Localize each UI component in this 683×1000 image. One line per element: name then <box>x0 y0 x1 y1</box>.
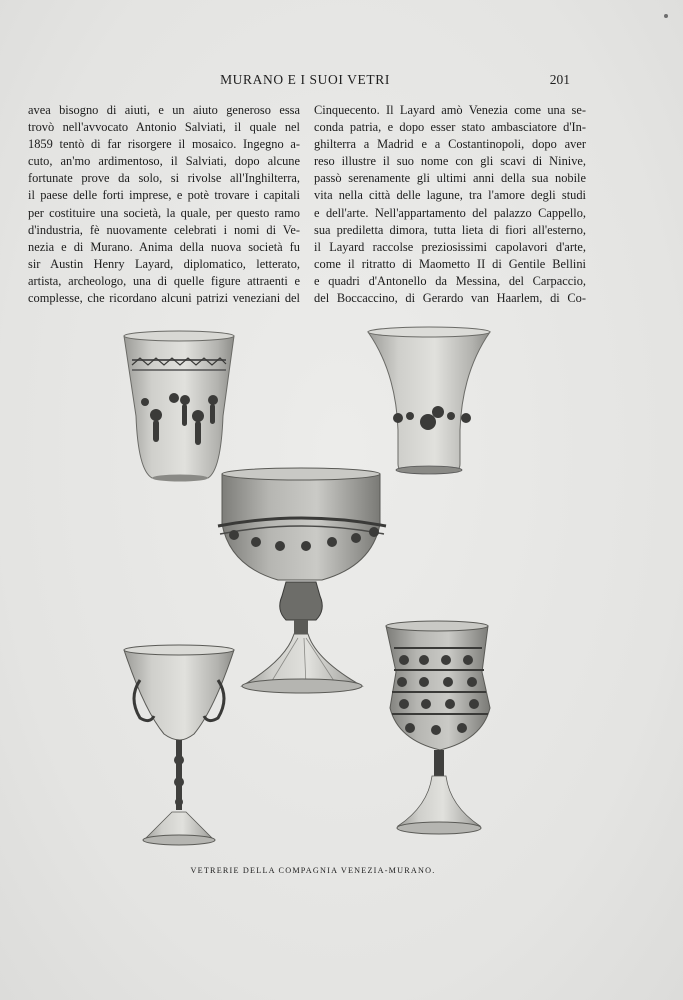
text-line: e dell'arte. Nell'appartamento del palazzo Cappello, <box>314 205 586 220</box>
text-line: il paese delle forti imprese, e potè trovare i capitali <box>28 188 300 203</box>
text-line: conda patria, e dopo esser stato ambasciatore d'In- <box>314 120 586 135</box>
text-line: fortunate prove da solo, si rivolse all'Inghilterra, <box>28 171 300 186</box>
text-line: complesse, che ricordano alcuni patrizi veneziani del <box>28 291 300 306</box>
figure-caption: VETRERIE DELLA COMPAGNIA VENEZIA-MURANO. <box>190 866 436 875</box>
right-text-column <box>314 102 586 307</box>
text-line: passò serenamente gli ultimi anni della sua nobile <box>314 171 586 186</box>
footed-tazza-bowl <box>218 468 386 693</box>
text-line: come il ritratto di Maometto II di Gentile Bellini <box>314 256 586 271</box>
text-line: sir Austin Henry Layard, diplomatico, letterato, <box>28 256 300 271</box>
text-line: e quadri d'Antonello da Messina, del Carpaccio, <box>314 273 586 288</box>
text-line: avea bisogno di aiuti, e un aiuto generoso essa <box>28 103 300 117</box>
text-line: del Boccaccino, di Gerardo van Haarlem, di Co- <box>314 291 586 306</box>
ink-speck <box>664 14 668 18</box>
text-line: reso illustre il suo nome con gli scavi di Ninive, <box>314 154 586 169</box>
text-line: d'industria, fè nuovamente celebrati i nomi di Ve- <box>28 222 300 237</box>
left-text-column <box>28 102 300 307</box>
glassware-plate <box>110 320 510 860</box>
page-number: 201 <box>549 72 570 87</box>
text-line: ghilterra a Madrid e a Costantinopoli, dopo aver <box>314 137 586 152</box>
running-head <box>0 72 683 92</box>
glassware-illustration <box>110 320 510 860</box>
text-line: nezia e di Murano. Anima della nuova società fu <box>28 239 300 254</box>
prunted-goblet-glass <box>386 621 490 834</box>
text-line: per costituire una società, la quale, per questo ramo <box>28 205 300 220</box>
text-line: cuto, an'mo ardimentoso, il Salviati, dopo alcune <box>28 154 300 169</box>
text-line: sua prediletta dimora, tutta lieta di fiori all'esterno, <box>314 222 586 237</box>
text-line: 1859 tentò di far risorgere il mosaico. Ingegno a- <box>28 137 300 152</box>
prunted-beaker-glass <box>124 331 234 482</box>
text-line: artista, archeologo, una di quelle figure attraenti e <box>28 273 300 288</box>
text-line: Cinquecento. Il Layard amò Venezia come una se- <box>314 103 586 117</box>
text-line: vita nella città delle lagune, tra l'amore degli studi <box>314 188 586 203</box>
text-line: trovò nell'avvocato Antonio Salviati, il quale nel <box>28 120 300 135</box>
flared-beaker-glass <box>368 327 490 474</box>
running-title: MURANO E I SUOI VETRI <box>220 72 390 87</box>
winged-goblet-glass <box>124 645 234 845</box>
text-line: il Layard raccolse preziosissimi capolavori d'arte, <box>314 239 586 254</box>
